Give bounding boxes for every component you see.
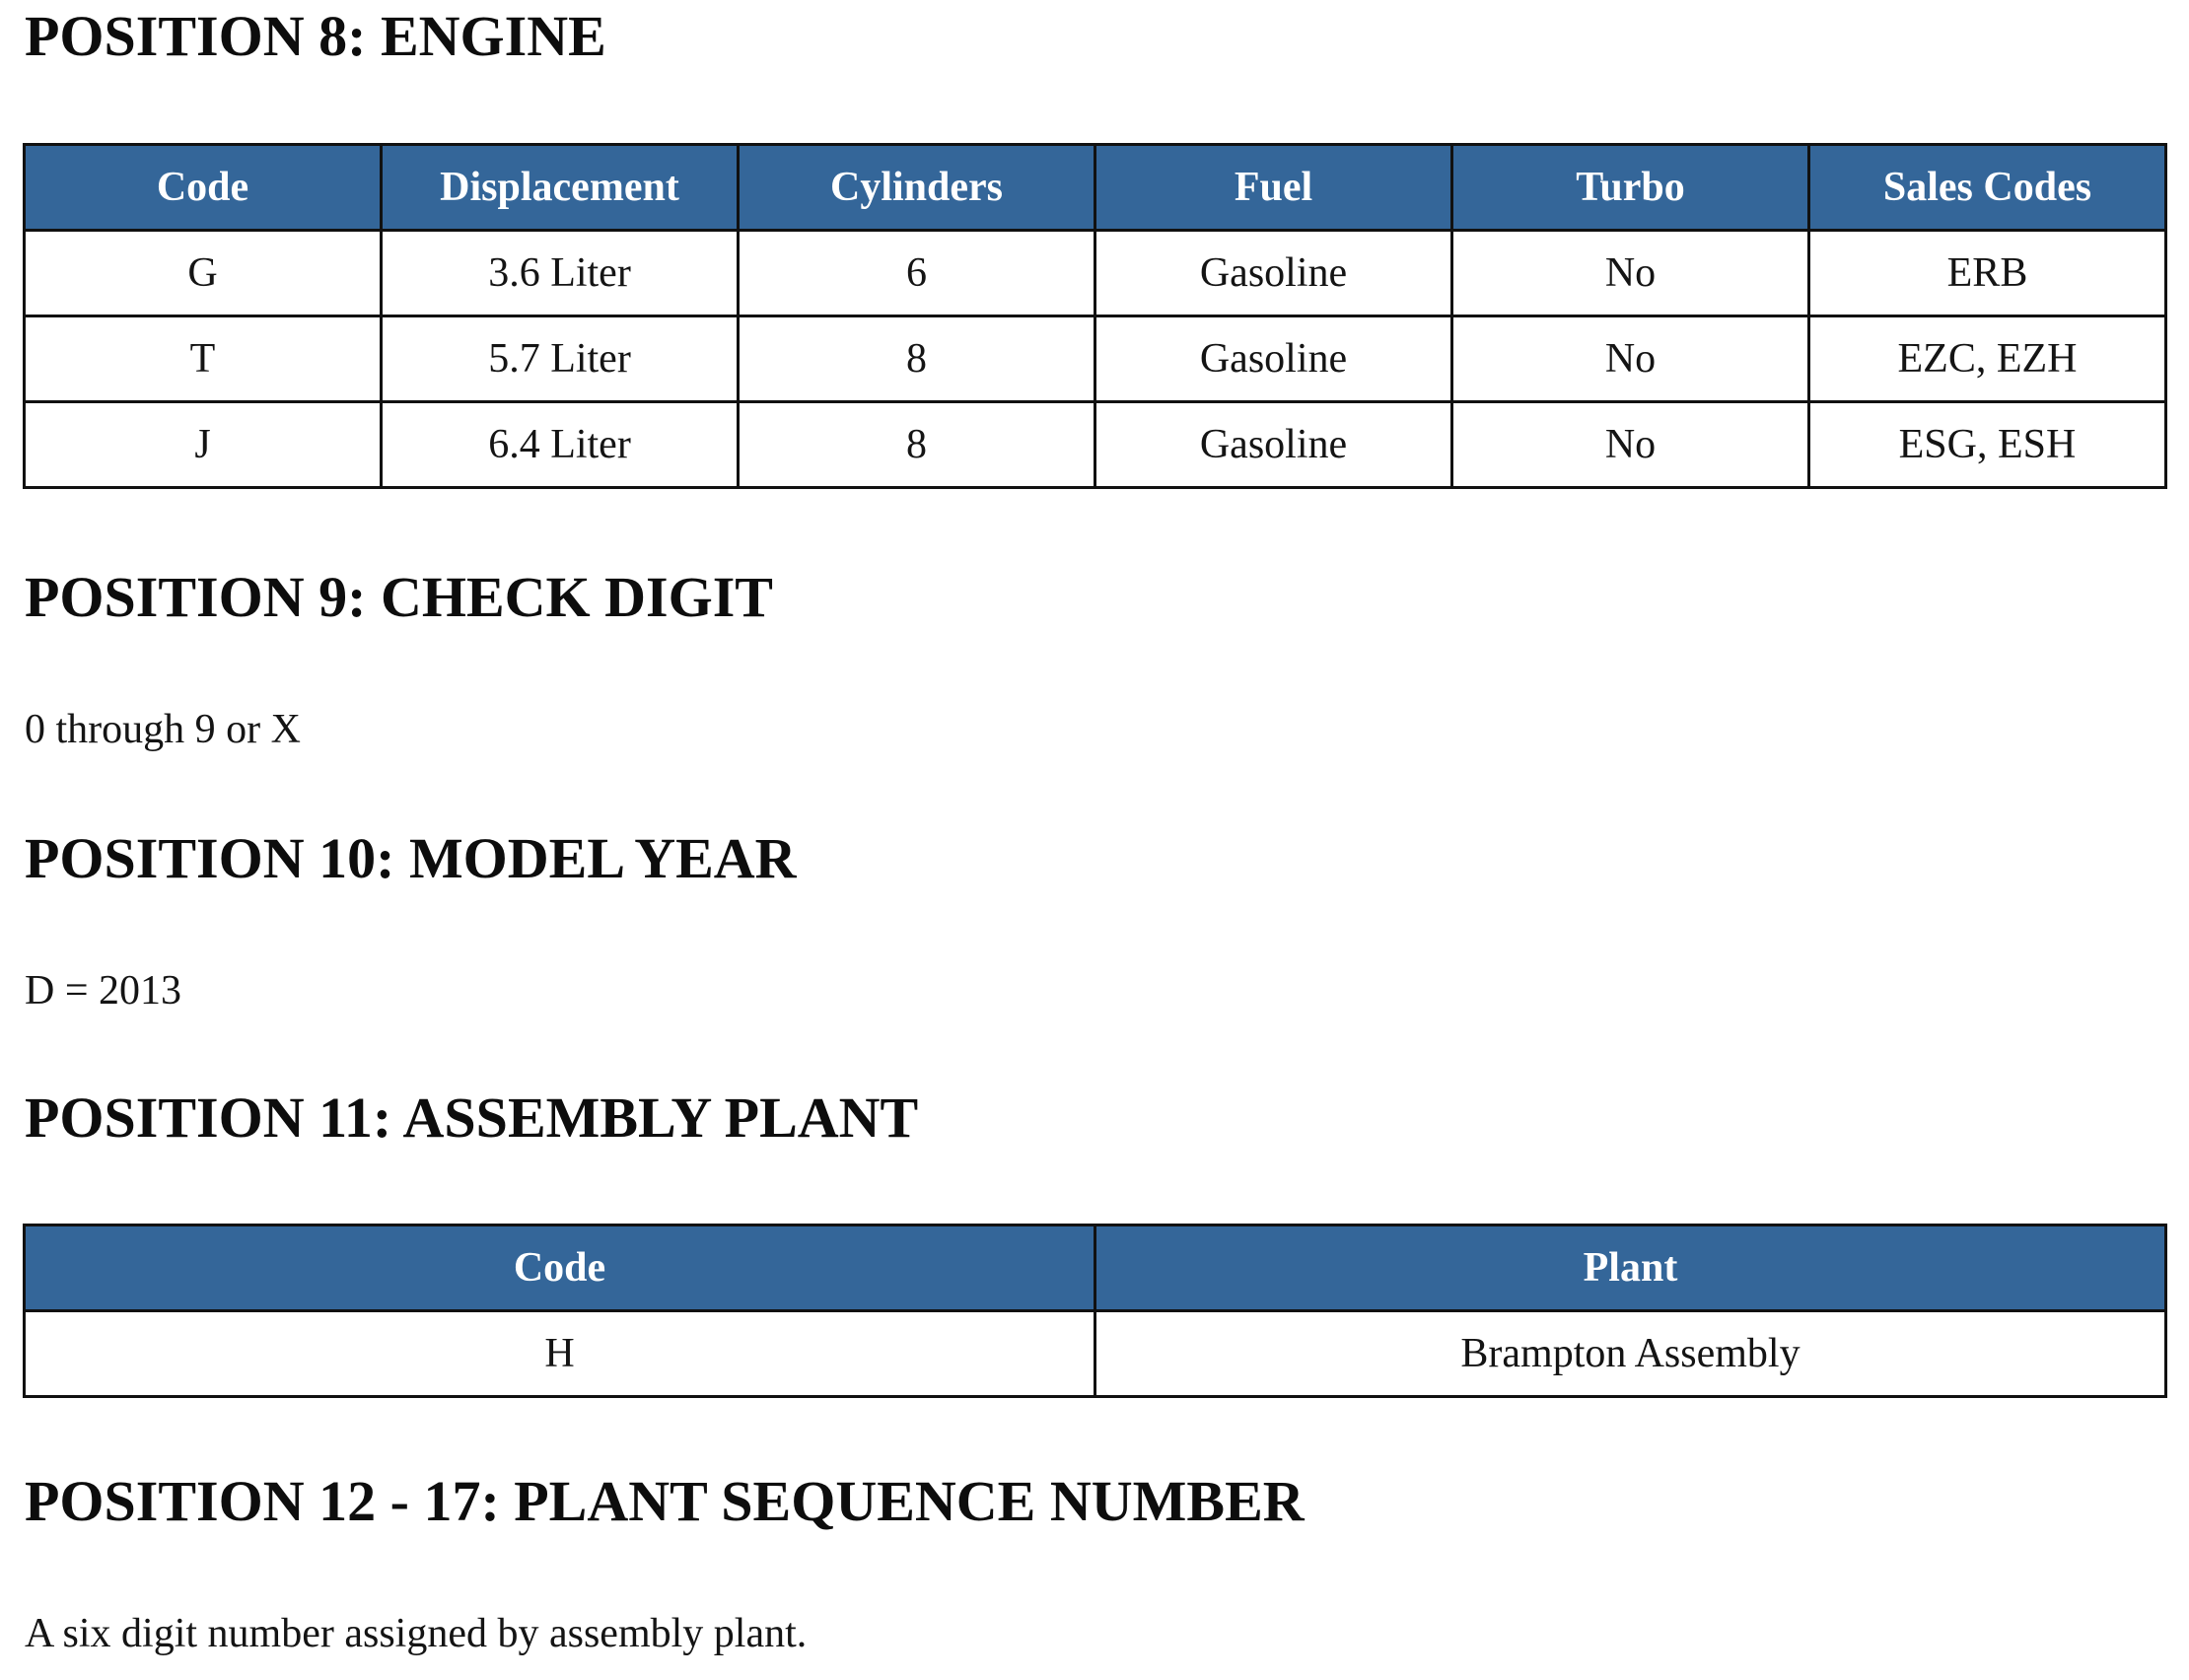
engine-cell-turbo: No	[1452, 231, 1809, 316]
engine-cell-displacement: 3.6 Liter	[382, 231, 739, 316]
engine-heading: POSITION 8: ENGINE	[25, 4, 606, 68]
engine-header-turbo: Turbo	[1452, 145, 1809, 231]
table-row	[25, 402, 2166, 488]
engine-cell-turbo: No	[1452, 402, 1809, 488]
engine-cell-code: J	[25, 402, 382, 488]
plant-cell-plant: Brampton Assembly	[1095, 1311, 2166, 1397]
engine-cell-displacement: 6.4 Liter	[382, 402, 739, 488]
engine-table-header-row	[25, 145, 2166, 231]
check-digit-text: 0 through 9 or X	[25, 707, 301, 752]
assembly-plant-table	[23, 1224, 2167, 1398]
engine-cell-fuel: Gasoline	[1095, 316, 1452, 402]
engine-table	[23, 143, 2167, 489]
engine-header-fuel: Fuel	[1095, 145, 1452, 231]
engine-cell-cylinders: 8	[739, 316, 1095, 402]
engine-cell-displacement: 5.7 Liter	[382, 316, 739, 402]
table-row	[25, 316, 2166, 402]
engine-cell-cylinders: 8	[739, 402, 1095, 488]
model-year-text: D = 2013	[25, 968, 182, 1014]
engine-cell-fuel: Gasoline	[1095, 402, 1452, 488]
engine-cell-cylinders: 6	[739, 231, 1095, 316]
table-row	[25, 231, 2166, 316]
assembly-plant-heading: POSITION 11: ASSEMBLY PLANT	[25, 1085, 919, 1150]
engine-cell-fuel: Gasoline	[1095, 231, 1452, 316]
engine-header-sales-codes: Sales Codes	[1809, 145, 2166, 231]
engine-cell-sales-codes: EZC, EZH	[1809, 316, 2166, 402]
engine-header-cylinders: Cylinders	[739, 145, 1095, 231]
plant-table-header-row	[25, 1225, 2166, 1311]
table-row	[25, 1311, 2166, 1397]
engine-cell-code: T	[25, 316, 382, 402]
engine-header-code: Code	[25, 145, 382, 231]
plant-header-plant: Plant	[1095, 1225, 2166, 1311]
check-digit-heading: POSITION 9: CHECK DIGIT	[25, 565, 773, 629]
engine-cell-code: G	[25, 231, 382, 316]
plant-cell-code: H	[25, 1311, 1095, 1397]
engine-cell-sales-codes: ERB	[1809, 231, 2166, 316]
engine-cell-turbo: No	[1452, 316, 1809, 402]
engine-cell-sales-codes: ESG, ESH	[1809, 402, 2166, 488]
plant-header-code: Code	[25, 1225, 1095, 1311]
model-year-heading: POSITION 10: MODEL YEAR	[25, 826, 797, 890]
engine-header-displacement: Displacement	[382, 145, 739, 231]
sequence-number-heading: POSITION 12 - 17: PLANT SEQUENCE NUMBER	[25, 1469, 1305, 1533]
sequence-number-text: A six digit number assigned by assembly plant.	[25, 1611, 808, 1656]
